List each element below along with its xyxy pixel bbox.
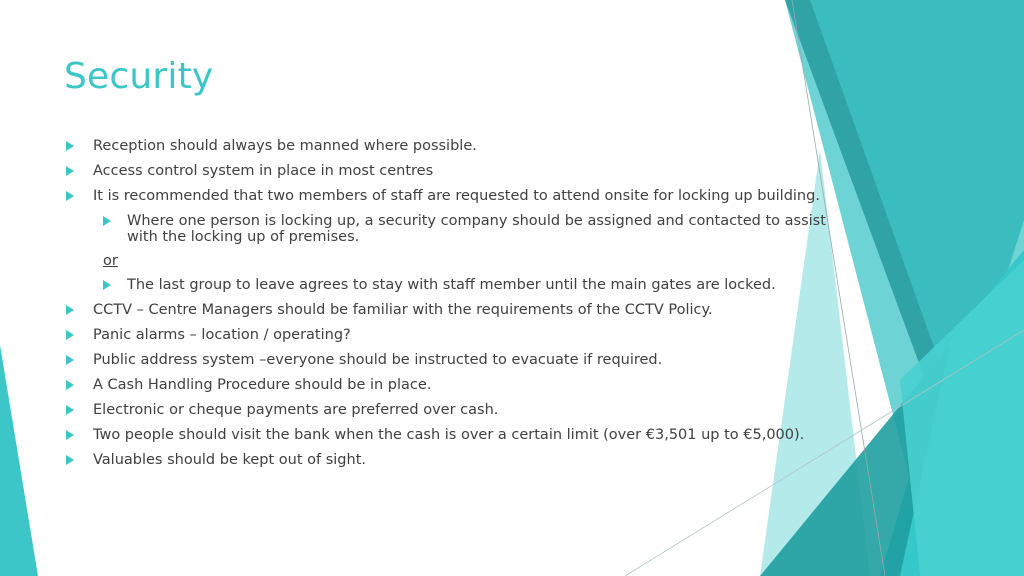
bullet-text: Electronic or cheque payments are preferred over cash.: [93, 402, 499, 418]
triangle-right-icon: [66, 191, 74, 201]
triangle-right-icon: [103, 216, 111, 226]
bullet-text: CCTV – Centre Managers should be familiar with the requirements of the CCTV Policy.: [93, 302, 713, 318]
triangle-right-icon: [66, 430, 74, 440]
bullet-text-continued: with the locking up of premises.: [127, 229, 360, 245]
sub-bullet-item: [127, 277, 776, 293]
triangle-right-icon: [66, 141, 74, 151]
sub-bullet-item: [127, 213, 826, 245]
bullet-text: Access control system in place in most centres: [93, 163, 434, 179]
triangle-right-icon: [66, 380, 74, 390]
or-separator: or: [103, 253, 118, 269]
triangle-right-icon: [66, 355, 74, 365]
bullet-text: Panic alarms – location / operating?: [93, 327, 351, 343]
bullet-text: Reception should always be manned where possible.: [93, 138, 477, 154]
triangle-right-icon: [66, 166, 74, 176]
bullet-item: [93, 402, 498, 418]
bullet-text: Where one person is locking up, a security company should be assigned and contacted to assist: [127, 213, 826, 229]
triangle-right-icon: [66, 305, 74, 315]
bullet-text: A Cash Handling Procedure should be in place.: [93, 377, 432, 393]
bullet-item: [93, 188, 820, 204]
left-facet-shape: [0, 345, 38, 576]
bullet-item: [93, 452, 366, 468]
bullet-item: [93, 138, 477, 154]
bullet-item: [93, 327, 351, 343]
bullet-item: [93, 163, 433, 179]
bullet-item: [93, 377, 431, 393]
bullet-text: It is recommended that two members of staff are requested to attend onsite for locking up building.: [93, 188, 820, 204]
triangle-right-icon: [66, 455, 74, 465]
triangle-right-icon: [66, 405, 74, 415]
bullet-text: Valuables should be kept out of sight.: [93, 452, 366, 468]
triangle-right-icon: [66, 330, 74, 340]
bullet-text: The last group to leave agrees to stay with staff member until the main gates are locked.: [127, 277, 776, 293]
bullet-text: Public address system –everyone should be instructed to evacuate if required.: [93, 352, 663, 368]
bullet-item: [93, 427, 804, 443]
bullet-item: [93, 302, 713, 318]
bullet-text: Two people should visit the bank when the cash is over a certain limit (over €3,501 up to €5,000).: [93, 427, 805, 443]
slide-title: Security: [64, 56, 214, 97]
triangle-right-icon: [103, 280, 111, 290]
bullet-item: [93, 352, 662, 368]
